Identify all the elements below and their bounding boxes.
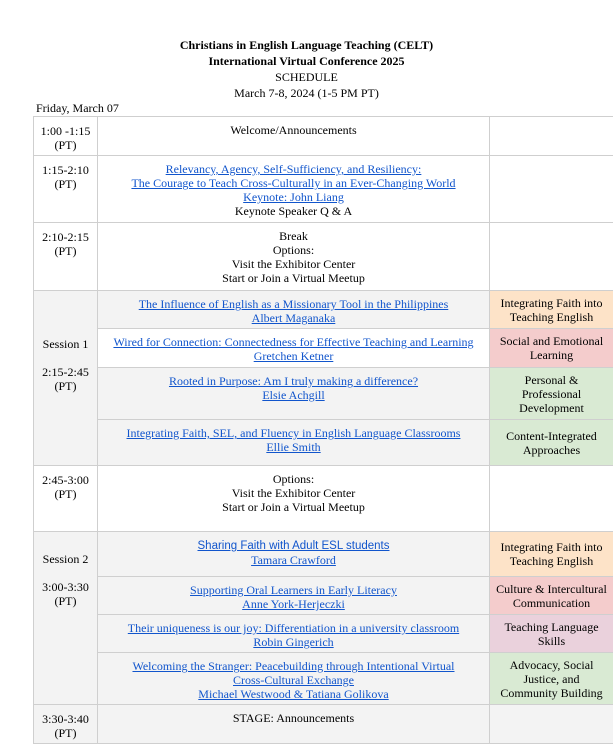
talk-speaker-link[interactable]: Elsie Achgill [262, 388, 325, 402]
talk-title-link[interactable]: Integrating Faith, SEL, and Fluency in English Language Classrooms [126, 426, 461, 440]
track-tag-line: Communication [512, 595, 591, 610]
session-tz: (PT) [54, 379, 77, 393]
tz-text: (PT) [54, 244, 77, 258]
talk-title-link[interactable]: Welcoming the Stranger: Peacebuilding through Intentional Virtual [132, 659, 455, 673]
track-tag-line: Personal & [524, 372, 579, 387]
track-tag-line: Advocacy, Social [509, 657, 594, 672]
stage-text: STAGE: Announcements [232, 711, 355, 725]
talk-speaker-link[interactable]: Michael Westwood & Tatiana Golikova [198, 687, 389, 701]
time-text: 1:00 -1:15 [40, 124, 91, 138]
track-tag [490, 368, 613, 420]
track-tag-line: Development [519, 400, 584, 415]
track-tag [490, 615, 613, 653]
track-tag [490, 653, 613, 705]
row-session1-talk-2 [34, 329, 613, 368]
time-cell [34, 223, 98, 291]
track-tag [490, 329, 613, 368]
time-cell [34, 117, 98, 156]
talk-cell [98, 420, 490, 466]
track-tag-line: Skills [537, 633, 566, 648]
time-text: 3:30-3:40 [42, 712, 89, 726]
talk-title-link[interactable]: The Influence of English as a Missionary Tool in the Philippines [138, 297, 449, 311]
track-tag [490, 420, 613, 466]
time-text: 2:10-2:15 [42, 230, 89, 244]
row-session1-talk-4 [34, 420, 613, 466]
tag-cell-empty [490, 705, 613, 744]
row-session2-talk-3 [34, 615, 613, 653]
talk-cell [98, 329, 490, 368]
track-tag [490, 532, 613, 577]
document-header [0, 37, 613, 101]
session-name: Session 2 [42, 552, 89, 566]
conference-name: International Virtual Conference 2025 [208, 54, 405, 68]
welcome-text: Welcome/Announcements [230, 123, 357, 137]
track-tag-line: Teaching Language [504, 619, 599, 634]
time-cell [34, 156, 98, 223]
talk-cell [98, 291, 490, 329]
tag-cell-empty [490, 156, 613, 223]
track-tag-line: Professional [521, 386, 582, 401]
talk-cell [98, 532, 490, 577]
row-stage [34, 705, 613, 744]
keynote-title-link[interactable]: Relevancy, Agency, Self-Sufficiency, and Resiliency: [165, 162, 422, 176]
row-options [34, 466, 613, 532]
schedule-title: SCHEDULE [275, 70, 338, 84]
talk-title-link-2[interactable]: Cross-Cultural Exchange [233, 673, 354, 687]
time-text: 2:45-3:00 [42, 473, 89, 487]
tag-cell-empty [490, 117, 613, 156]
track-tag [490, 291, 613, 329]
talk-cell [98, 577, 490, 615]
exhibitor-text: Visit the Exhibitor Center [231, 257, 356, 271]
session1-time-cell [34, 291, 98, 466]
track-tag-line: Teaching English [509, 309, 594, 324]
day-label: Friday, March 07 [36, 101, 119, 115]
meetup-text: Start or Join a Virtual Meetup [222, 500, 365, 514]
row-session2-talk-1 [34, 532, 613, 577]
talk-cell [98, 368, 490, 420]
tz-text: (PT) [54, 487, 77, 501]
track-tag-line: Learning [529, 348, 574, 362]
time-cell [34, 705, 98, 744]
row-session1-talk-3 [34, 368, 613, 420]
talk-speaker-link[interactable]: Albert Maganaka [251, 311, 336, 325]
tz-text: (PT) [54, 138, 77, 152]
tz-text: (PT) [54, 726, 77, 740]
talk-cell [98, 653, 490, 705]
track-tag-line: Content-Integrated [506, 428, 597, 443]
track-tag-line: Approaches [522, 442, 581, 457]
session2-time-cell [34, 532, 98, 705]
row-session2-talk-4 [34, 653, 613, 705]
keynote-qa-text: Keynote Speaker Q & A [234, 204, 353, 218]
keynote-cell [98, 156, 490, 223]
talk-speaker-link[interactable]: Gretchen Ketner [253, 349, 334, 363]
welcome-cell [98, 117, 490, 156]
track-tag-line: Community Building [500, 685, 603, 700]
exhibitor-text: Visit the Exhibitor Center [231, 486, 356, 500]
track-tag-line: Justice, and [523, 671, 580, 686]
options-cell [98, 466, 490, 532]
talk-title-link[interactable]: Their uniqueness is our joy: Differentiation in a university classroom [127, 621, 460, 635]
track-tag-line: Teaching English [509, 554, 594, 568]
row-session2-talk-2 [34, 577, 613, 615]
tz-text: (PT) [54, 177, 77, 191]
break-text: Break [279, 229, 308, 243]
talk-speaker-link[interactable]: Anne York-Herjeczki [242, 597, 345, 611]
talk-speaker-link[interactable]: Robin Gingerich [253, 635, 334, 649]
keynote-speaker-link[interactable]: Keynote: John Liang [243, 190, 344, 204]
options-text: Options: [272, 243, 315, 257]
track-tag [490, 577, 613, 615]
time-cell [34, 466, 98, 532]
tag-cell-empty [490, 223, 613, 291]
talk-speaker-link[interactable]: Ellie Smith [266, 440, 321, 454]
stage-cell [98, 705, 490, 744]
track-tag-line: Social and Emotional [499, 334, 604, 348]
talk-title-link[interactable]: Wired for Connection: Connectedness for Effective Teaching and Learning [113, 335, 474, 349]
talk-title-link[interactable]: Rooted in Purpose: Am I truly making a difference? [168, 374, 419, 388]
row-keynote [34, 156, 613, 223]
options-text: Options: [272, 472, 315, 486]
track-tag-line: Culture & Intercultural [496, 581, 607, 596]
session-time: 2:15-2:45 [42, 365, 89, 379]
session-tz: (PT) [54, 594, 77, 608]
time-text: 1:15-2:10 [42, 163, 89, 177]
talk-speaker-link[interactable]: Tamara Crawford [251, 553, 336, 567]
row-session1-talk-1 [34, 291, 613, 329]
session-name: Session 1 [42, 337, 89, 351]
meetup-text: Start or Join a Virtual Meetup [222, 271, 365, 285]
row-break [34, 223, 613, 291]
session-time: 3:00-3:30 [42, 580, 89, 594]
track-tag-line: Integrating Faith into [500, 540, 603, 554]
row-welcome [34, 117, 613, 156]
keynote-title-link-2[interactable]: The Courage to Teach Cross-Culturally in an Ever-Changing World [131, 176, 456, 190]
org-name: Christians in English Language Teaching (CELT) [179, 38, 434, 52]
talk-title-link[interactable]: Supporting Oral Learners in Early Literacy [190, 583, 397, 597]
track-tag-line: Integrating Faith into [500, 295, 603, 310]
schedule-table [33, 116, 613, 744]
conference-dates: March 7-8, 2024 (1-5 PM PT) [234, 86, 379, 100]
talk-title-link[interactable]: Sharing Faith with Adult ESL students [197, 540, 390, 552]
break-cell [98, 223, 490, 291]
talk-cell [98, 615, 490, 653]
tag-cell-empty [490, 466, 613, 532]
